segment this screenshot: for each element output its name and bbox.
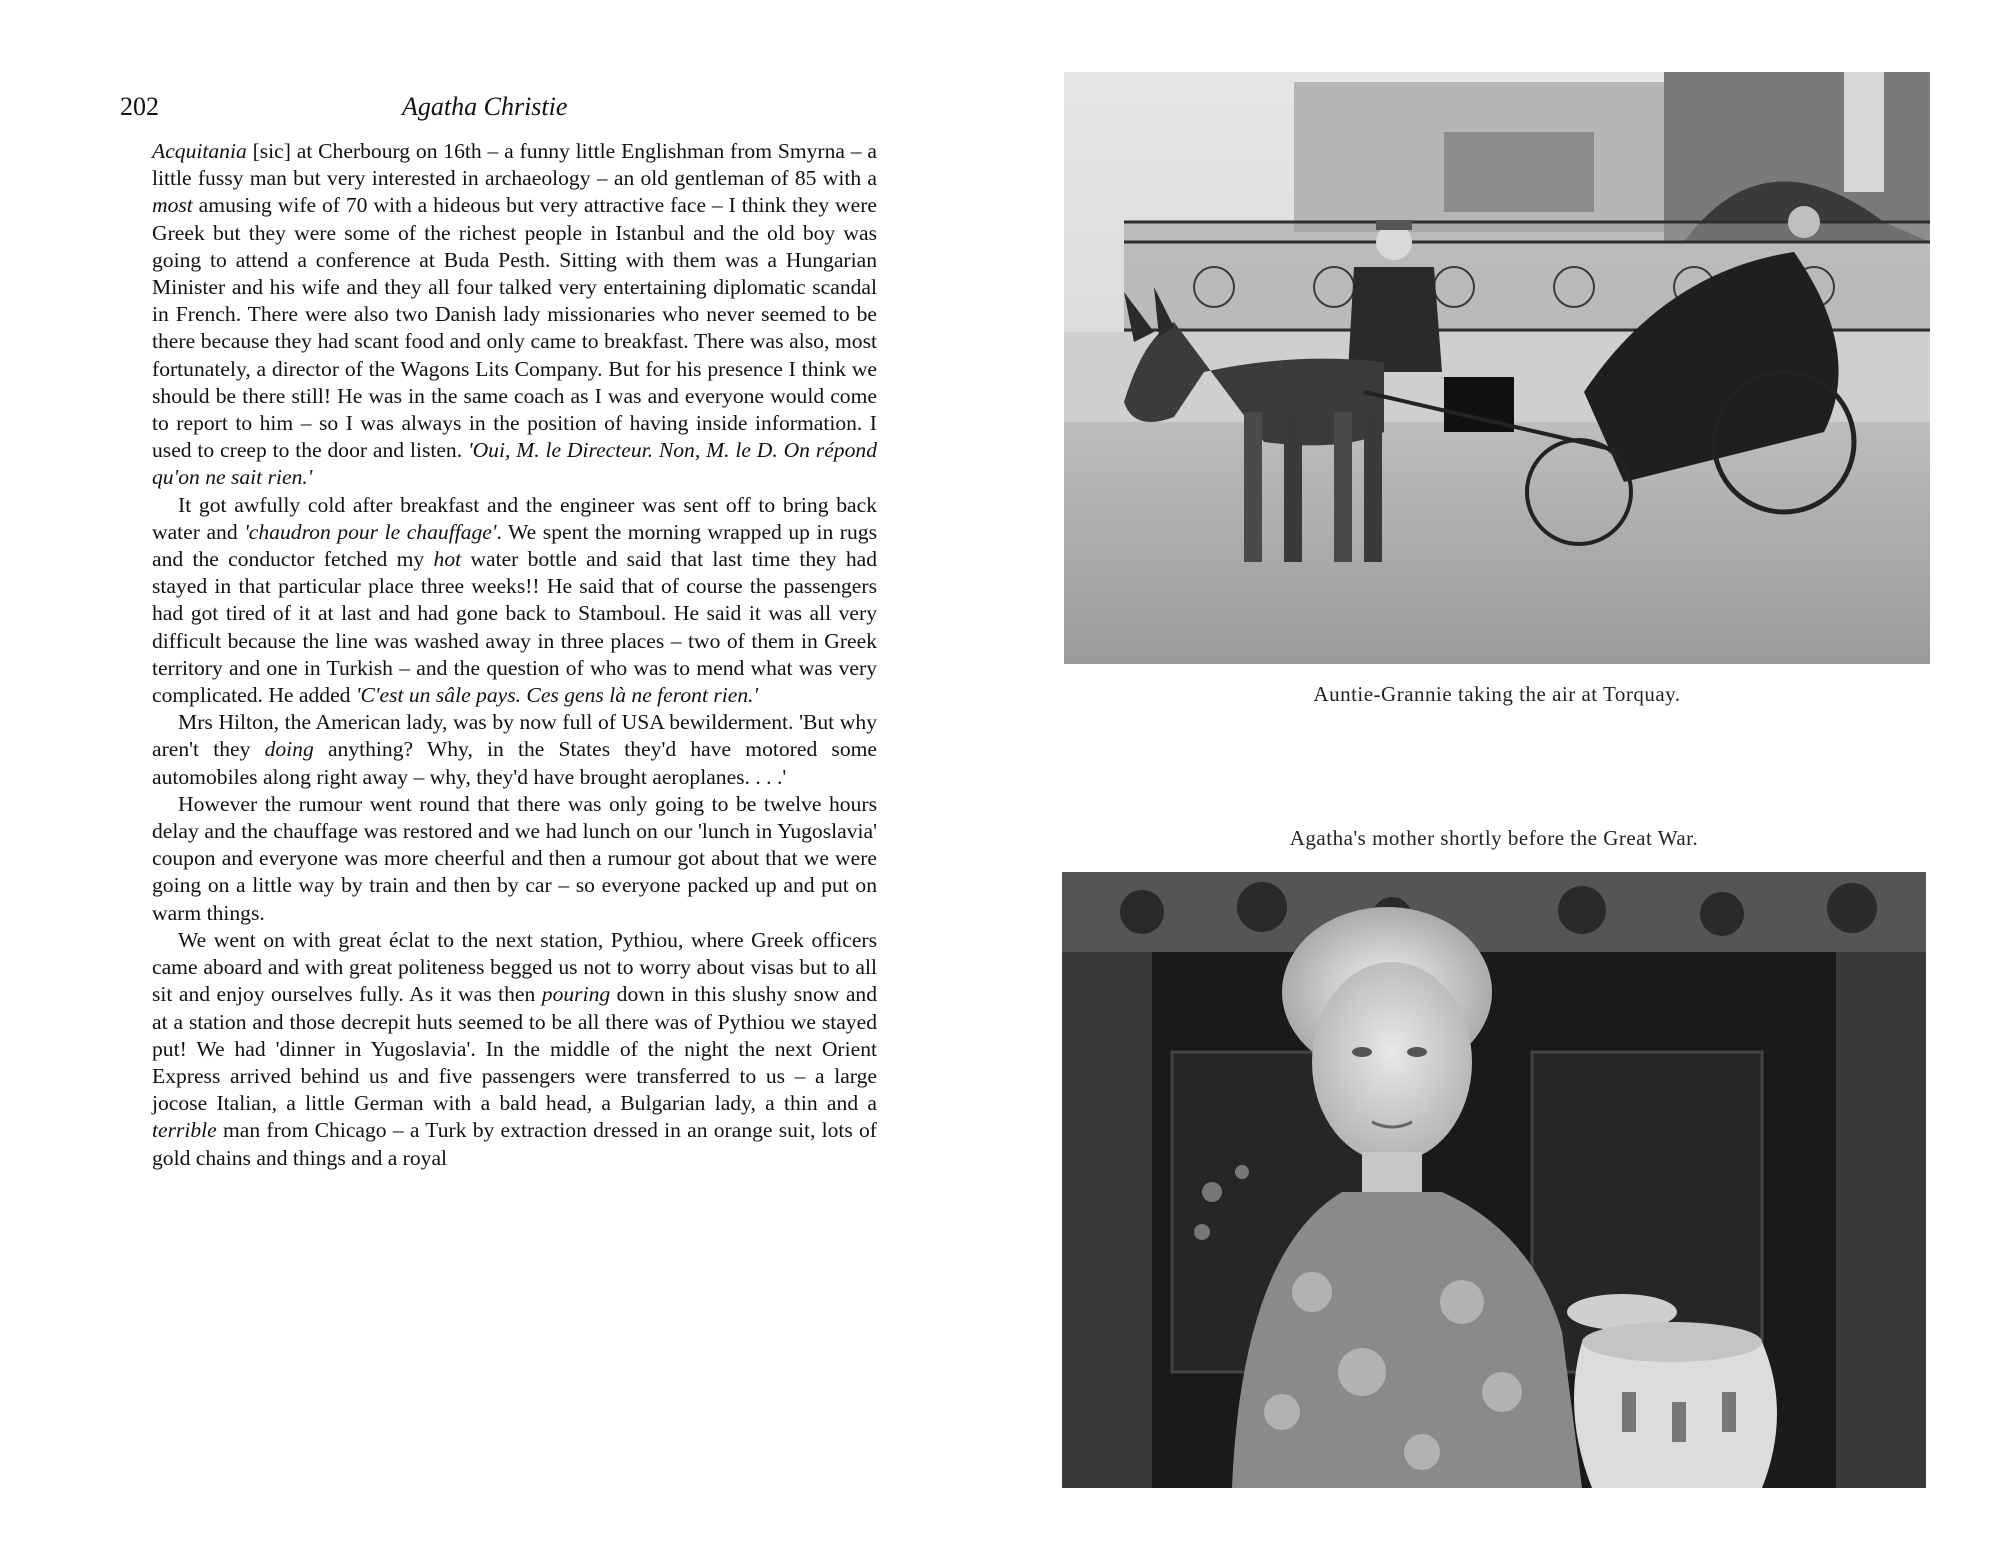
text-run: down in this slushy snow and at a station and those decrepit huts seemed to be all there was of Pythiou we stayed put! We had 'dinner in Yugoslavia'. In the middle of the night the next Orient Express arrived behind us and five passengers were transferred to us – a large jocose Italian, a little German with a bald head, a Bulgarian lady, a thin and a: [152, 982, 877, 1116]
left-page: [0, 0, 980, 1549]
text-run: anything? Why, in the States they'd have motored some automobiles along right away – why, they'd have brought aeroplanes. . . .': [152, 737, 877, 789]
text-run: [sic] at Cherbourg on 16th – a funny little Englishman from Smyrna – a little fussy man but very interested in archaeology – an old gentleman of 85 with a: [152, 139, 877, 191]
photo-caption-top: Auntie-Grannie taking the air at Torquay.: [1313, 682, 1681, 706]
paragraph-4: However the rumour went round that there was only going to be twelve hours delay and the chauffage was restored and we had lunch on our 'lunch in Yugoslavia' coupon and everyone was more cheerful and then a rumour got about that we were going on a little way by train and then by car – so everyone packed up and put on warm things.: [152, 791, 877, 925]
french-quote: 'chaudron pour le chauffage': [244, 519, 497, 544]
paragraph-1: [152, 138, 877, 492]
emphasis: pouring: [541, 982, 611, 1007]
paragraph-5: [152, 927, 877, 1172]
paragraph-3: [152, 709, 877, 791]
running-head: Agatha Christie: [402, 92, 568, 121]
emphasis: doing: [264, 737, 314, 762]
text-run: Mrs Hilton, the American lady, was by now full of USA bewilderment. 'But why aren't they: [152, 710, 877, 762]
text-run: It got awfully cold after breakfast and the engineer was sent off to bring back water and: [152, 492, 877, 544]
text-run: amusing wife of 70 with a hideous but very attractive face – I think they were Greek but they were some of the richest people in Istanbul and the old boy was going to attend a conference at Buda Pesth. Sitting with them was a Hungarian Minister and his wife and they all four talked very entertaining diplomatic scandal in French. There were also two Danish lady missionaries who never seemed to be there because they had scant food and only came to breakfast. There was also, most fortunately, a director of the Wagons Lits Company. But for his presence I think we should be there still! He was in the same coach as I was and everyone would come to report to him – so I was always in the position of having inside information. I used to creep to the door and listen.: [152, 193, 877, 463]
text-run: . We spent the morning wrapped up in rugs and the conductor fetched my: [152, 519, 877, 572]
text-run: water bottle and said that last time they had stayed in that particular place three weeks!! He said that of course the passengers had got tired of it at last and had gone back to Stamboul. He said it was all very difficult because the line was washed away in three places – two of them in Greek territory and one in Turkish – and the question of who was to mend what was very complicated. He added: [152, 547, 878, 708]
photo-caption-bottom: Agatha's mother shortly before the Great War.: [1289, 826, 1699, 850]
donkey-cart-illustration: [1064, 72, 1930, 664]
emphasis: terrible: [152, 1118, 217, 1143]
emphasis: hot: [433, 547, 462, 572]
photo-donkey-cart: [1064, 72, 1930, 664]
french-quote: 'Oui, M. le Directeur. Non, M. le D. On répond qu'on ne sait rien.': [152, 438, 877, 490]
text-run: We went on with great éclat to the next station, Pythiou, where Greek officers came aboard and with great politeness begged us not to worry about visas but to all sit and enjoy ourselves fully. As it was then: [152, 927, 877, 1007]
paragraph-2: [152, 492, 877, 710]
emphasis: most: [152, 193, 193, 218]
page-number: 202: [120, 92, 159, 121]
body-text: [152, 138, 877, 1172]
french-quote: 'C'est un sâle pays. Ces gens là ne feront rien.': [355, 683, 759, 708]
photo-portrait: [1062, 872, 1926, 1488]
text-run: man from Chicago – a Turk by extraction dressed in an orange suit, lots of gold chains and things and a royal: [152, 1118, 877, 1170]
portrait-illustration: [1062, 872, 1926, 1488]
ship-name: Acquitania: [152, 139, 247, 163]
